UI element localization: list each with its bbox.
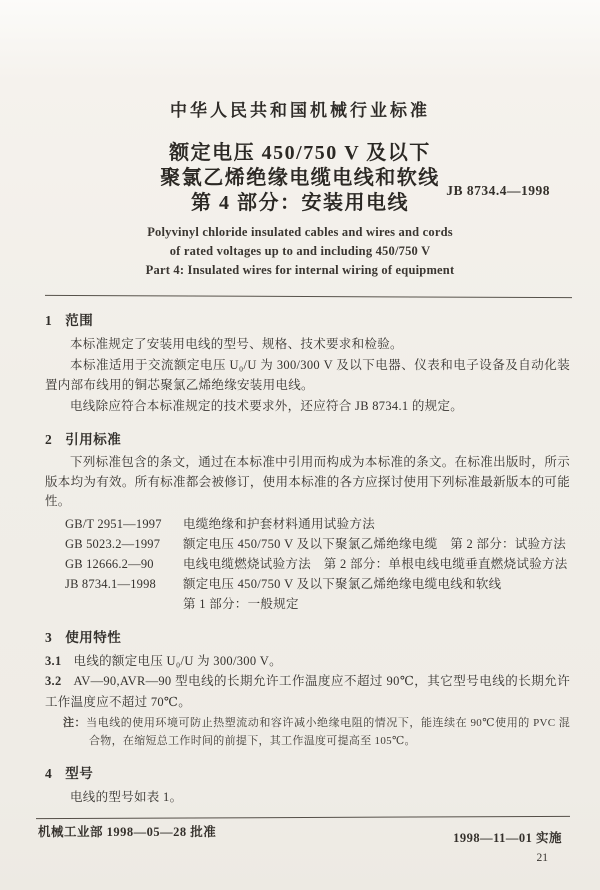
section-2-intro: 下列标准包含的条文，通过在本标准中引用而构成为本标准的条文。在标准出版时，所示版本均为有效。所有标准都会被修订，使用本标准的各方应探讨使用下列标准最新版本的可能性。 bbox=[45, 455, 570, 508]
header-divider bbox=[45, 295, 572, 298]
reference-list bbox=[45, 514, 570, 614]
reference-number: GB 5023.2—1997 bbox=[65, 536, 161, 551]
page-footer bbox=[0, 817, 600, 864]
reference-row bbox=[65, 574, 570, 594]
approval-date: 机械工业部 1998—05—28 批准 bbox=[38, 825, 217, 839]
reference-row bbox=[65, 514, 570, 534]
footer-row bbox=[0, 818, 600, 845]
reference-description: 额定电压 450/750 V 及以下聚氯乙烯绝缘电缆电线和软线 bbox=[183, 576, 502, 591]
standard-title-cn-line2: 聚氯乙烯绝缘电缆电线和软线 bbox=[160, 167, 440, 189]
clause-note bbox=[63, 715, 570, 750]
standard-title-cn-line1: 额定电压 450/750 V 及以下 bbox=[169, 142, 431, 164]
clause-3-1-number: 3.1 bbox=[45, 653, 62, 668]
standard-title-cn-line3: 第 4 部分：安装用电线 bbox=[191, 192, 409, 214]
section-4-number: 4 bbox=[45, 766, 53, 781]
section-4-title: 型号 bbox=[65, 766, 94, 781]
section-1-paragraph-3: 电线除应符合本标准规定的技术要求外，还应符合 JB 8734.1 的规定。 bbox=[70, 398, 464, 413]
section-4-heading bbox=[45, 762, 570, 782]
reference-row bbox=[65, 534, 570, 554]
reference-description: 第 1 部分：一般规定 bbox=[183, 596, 299, 611]
section-1-paragraph-1: 本标准规定了安装用电线的型号、规格、技术要求和检验。 bbox=[70, 337, 403, 351]
standard-category-title: 中华人民共和国机械行业标准 bbox=[170, 101, 430, 120]
section-1-heading bbox=[45, 309, 570, 329]
reference-description: 电缆绝缘和护套材料通用试验方法 bbox=[183, 516, 376, 531]
clause-3-2-number: 3.2 bbox=[45, 674, 62, 688]
reference-number: JB 8734.1—1998 bbox=[65, 576, 157, 591]
section-4-paragraph-1: 电线的型号如表 1。 bbox=[70, 790, 183, 804]
reference-description: 电线电缆燃烧试验方法 第 2 部分：单根电线电缆垂直燃烧试验方法 bbox=[183, 556, 568, 571]
page-number: 21 bbox=[536, 852, 548, 864]
note-label: 注： bbox=[63, 717, 87, 729]
section-2-heading bbox=[45, 428, 570, 448]
section-3-title: 使用特性 bbox=[65, 629, 122, 645]
standard-title-en-line1: Polyvinyl chloride insulated cables and wires and cords bbox=[147, 225, 453, 239]
clause-3-2 bbox=[45, 671, 570, 712]
section-1-number: 1 bbox=[45, 313, 53, 328]
clause-3-2-text: AV—90,AVR—90 型电线的长期允许工作温度应不超过 90℃，其它型号电线的长期允许工作温度应不超过 70℃。 bbox=[45, 674, 570, 709]
reference-number-empty bbox=[65, 594, 183, 614]
note-text: 当电线的使用环境可防止热塑流动和容许减小绝缘电阻的情况下，能连续在 90℃使用的 PVC 混合物，在缩短总工作时间的前提下，其工作温度可提高至 105℃。 bbox=[86, 717, 570, 747]
document-body bbox=[0, 309, 600, 808]
reference-number: GB 12666.2—90 bbox=[65, 556, 154, 571]
standard-number: JB 8734.4—1998 bbox=[446, 183, 550, 198]
standard-title-en-line2: of rated voltages up to and including 450/750 V bbox=[169, 244, 431, 258]
standard-title-en bbox=[0, 223, 600, 280]
reference-number: GB/T 2951—1997 bbox=[65, 516, 162, 531]
section-2-title: 引用标准 bbox=[65, 432, 122, 447]
standard-title-cn bbox=[0, 141, 600, 216]
clause-3-1-text: 电线的额定电压 U₀/U 为 300/300 V。 bbox=[73, 653, 282, 668]
section-1-title: 范围 bbox=[65, 313, 94, 328]
reference-row bbox=[65, 554, 570, 574]
implementation-date: 1998—11—01 实施 bbox=[453, 831, 562, 845]
reference-description: 额定电压 450/750 V 及以下聚氯乙烯绝缘电缆 第 2 部分：试验方法 bbox=[183, 536, 567, 551]
clause-3-1 bbox=[45, 651, 570, 672]
section-1-paragraph-2: 本标准适用于交流额定电压 U₀/U 为 300/300 V 及以下电器、仪表和电子设备及自动化装置内部布线用的铜芯聚氯乙烯绝缘安装用电线。 bbox=[45, 357, 570, 392]
standard-title-en-line3: Part 4: Insulated wires for internal wiring of equipment bbox=[145, 263, 455, 277]
section-3-heading bbox=[45, 626, 570, 646]
section-2-number: 2 bbox=[45, 432, 53, 447]
section-3-number: 3 bbox=[45, 629, 53, 645]
reference-row-continuation bbox=[65, 594, 570, 614]
standard-header bbox=[0, 0, 600, 280]
